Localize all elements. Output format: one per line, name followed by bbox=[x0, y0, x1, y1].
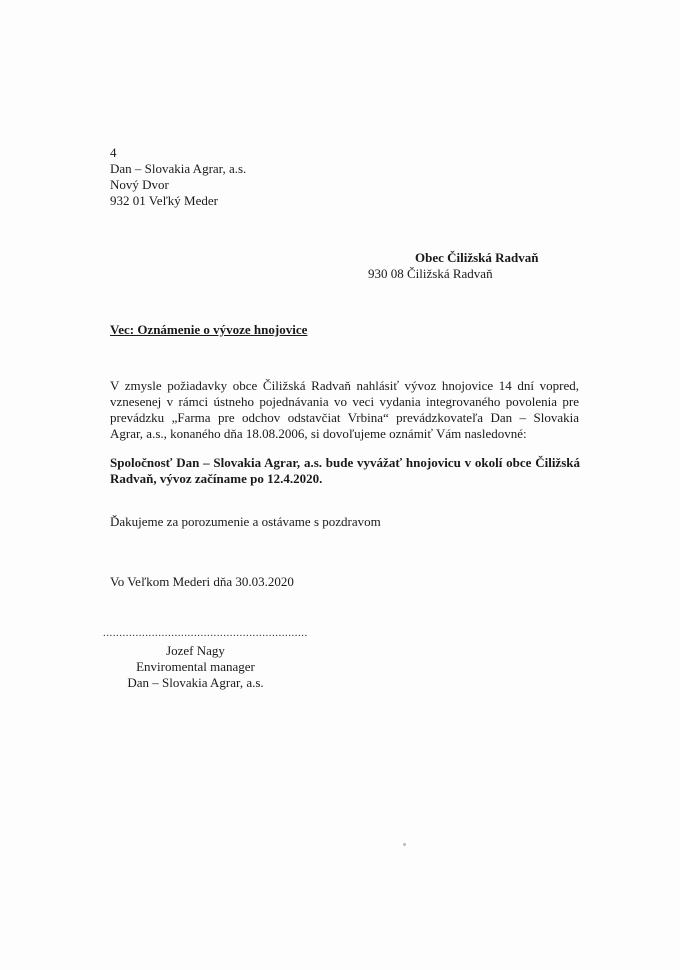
sender-address bbox=[110, 145, 246, 209]
recipient-address bbox=[368, 250, 539, 282]
sender-number: 4 bbox=[110, 145, 117, 160]
signature-line: ............................................................... bbox=[103, 627, 308, 639]
signatory-title: Enviromental manager bbox=[136, 659, 255, 674]
scan-speck bbox=[403, 843, 406, 846]
body-line: V zmysle požiadavky obce Čiližská Radvaň nahlásiť vývoz hnojovice 14 dní vopred, bbox=[110, 378, 579, 393]
subject-line: Vec: Oznámenie o vývoze hnojovice bbox=[110, 322, 308, 337]
announcement-paragraph bbox=[110, 455, 580, 487]
sender-street: Nový Dvor bbox=[110, 177, 169, 192]
signatory-company: Dan – Slovakia Agrar, a.s. bbox=[127, 675, 264, 690]
announcement-line: Spoločnosť Dan – Slovakia Agrar, a.s. bude vyvážať hnojovicu v okolí obce Čiližská bbox=[110, 455, 580, 470]
body-line: Agrar, a.s., konaného dňa 18.08.2006, si dovoľujeme oznámiť Vám nasledovné: bbox=[110, 426, 527, 441]
body-line: vznesenej v rámci ústneho pojednávania vo veci vydania integrovaného povolenia pre bbox=[110, 394, 579, 409]
announcement-line: Radvaň, vývoz začíname po 12.4.2020. bbox=[110, 471, 323, 486]
signatory-name: Jozef Nagy bbox=[166, 643, 225, 658]
body-line: prevádzku „Farma pre odchov odstavčiat Vrbina“ prevádzkovateľa Dan – Slovakia bbox=[110, 410, 579, 425]
recipient-postal: 930 08 Čiližská Radvaň bbox=[368, 266, 493, 281]
signature-block bbox=[108, 643, 283, 691]
recipient-name: Obec Čiližská Radvaň bbox=[415, 250, 539, 265]
body-paragraph bbox=[110, 378, 579, 442]
place-and-date: Vo Veľkom Mederi dňa 30.03.2020 bbox=[110, 574, 294, 589]
closing-text: Ďakujeme za porozumenie a ostávame s pozdravom bbox=[110, 514, 381, 529]
sender-city: 932 01 Veľký Meder bbox=[110, 193, 218, 208]
sender-company: Dan – Slovakia Agrar, a.s. bbox=[110, 161, 247, 176]
